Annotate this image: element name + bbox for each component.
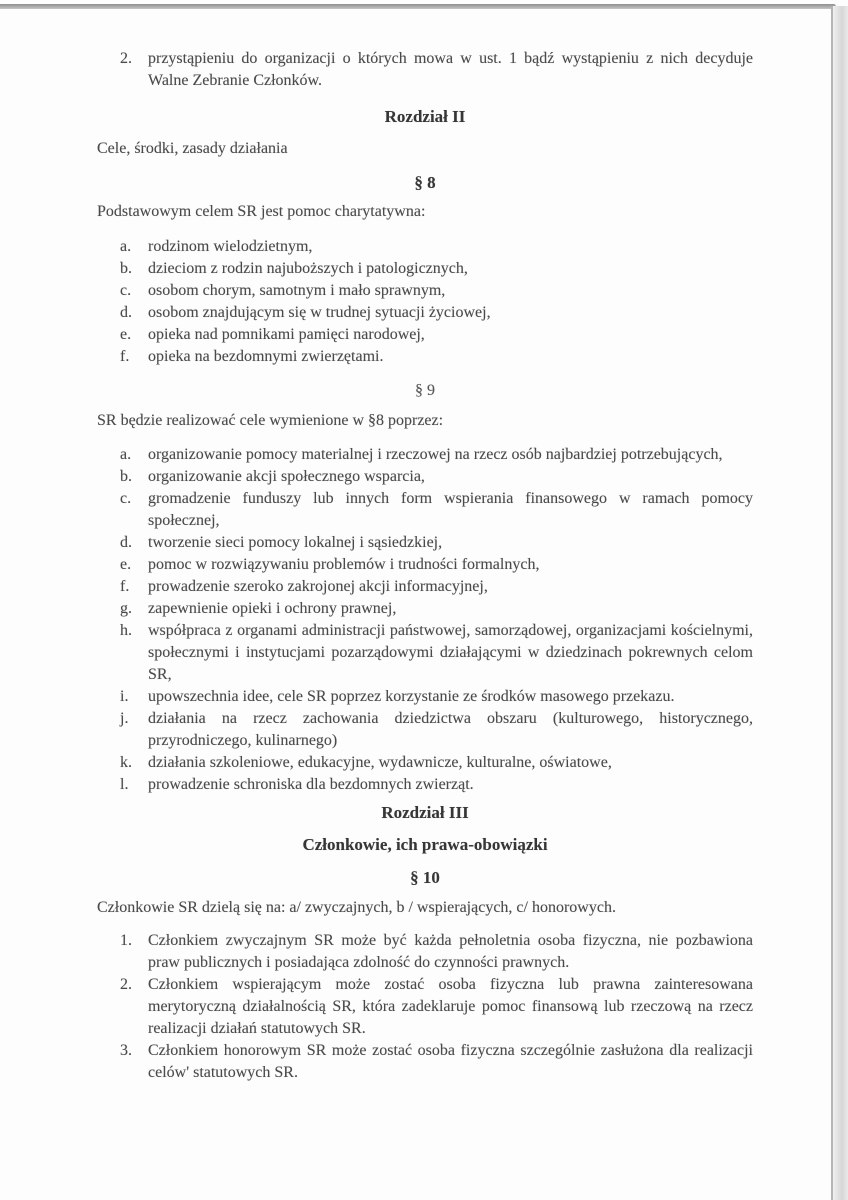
list-item-text: Członkiem zwyczajnym SR może być każda pełnoletnia osoba fizyczna, nie pozbawiona praw publicznych i posiadająca zdolność do czynności prawnych. [148,932,753,971]
list-item [120,974,753,1040]
list-item-marker: e. [120,326,132,343]
list-item-marker: b. [120,468,132,485]
section-10-numbered-list [120,930,753,1084]
list-item-text: opieka nad pomnikami pamięci narodowej, [148,326,425,343]
chapter-2-title: Rozdział II [384,107,466,126]
list-item [120,686,753,708]
list-item-text: organizowanie akcji społecznego wsparcia, [148,468,425,485]
list-item-marker: 2. [120,50,132,67]
section-8-heading: § 8 [414,173,436,192]
list-item-text: dzieciom z rodzin najuboższych i patologicznych, [148,260,468,277]
list-item-text: pomoc w rozwiązywaniu problemów i trudności formalnych, [148,556,540,573]
list-item [120,48,753,92]
list-item-marker: b. [120,260,132,277]
list-item [120,554,753,576]
list-item-text: prowadzenie szeroko zakrojonej akcji informacyjnej, [148,578,488,595]
list-item-marker: e. [120,556,132,573]
list-item-marker: 1. [120,932,132,949]
list-item [120,620,753,686]
list-item-text: Członkiem honorowym SR może zostać osoba fizyczna szczególnie zasłużona dla realizacji celów' statutowych SR. [148,1042,753,1081]
list-item [120,466,753,488]
list-item-text: gromadzenie funduszy lub innych form wspierania finansowego w ramach pomocy społecznej, [148,490,753,529]
list-item-marker: k. [120,754,132,771]
section-8-intro: Podstawowym celem SR jest pomoc charytatywna: [97,203,426,220]
list-item-text: przystąpieniu do organizacji o których mowa w ust. 1 bądź wystąpieniu z nich decyduje Walne Zebranie Członków. [148,50,753,89]
section-8-lettered-list [120,236,753,368]
list-item [120,444,753,466]
list-item-text: tworzenie sieci pomocy lokalnej i sąsiedzkiej, [148,534,443,551]
section-9-heading: § 9 [415,382,435,399]
list-item [120,576,753,598]
list-item-text: organizowanie pomocy materialnej i rzeczowej na rzecz osób najbardziej potrzebujących, [148,446,723,463]
list-item-marker: c. [120,282,132,299]
list-item-text: prowadzenie schroniska dla bezdomnych zwierząt. [148,776,474,793]
list-item [120,488,753,532]
list-item-text: działania na rzecz zachowania dziedzictwa obszaru (kulturowego, historycznego, przyrodniczego, kulinarnego) [148,710,753,749]
list-item-text: osobom znajdującym się w trudnej sytuacji życiowej, [148,304,491,321]
list-item [120,752,753,774]
list-item-marker: l. [120,776,129,793]
list-item [120,532,753,554]
list-item [120,324,753,346]
section-9-intro: SR będzie realizować cele wymienione w §8 poprzez: [97,412,444,429]
list-item-marker: 3. [120,1042,132,1059]
list-item-marker: g. [120,600,132,617]
list-item [120,708,753,752]
list-item-text: współpraca z organami administracji państwowej, samorządowej, organizacjami kościelnymi, społecznymi i instytucjami pozarządowymi działającymi w dziedzinach pokrewnych celom SR, [148,622,753,683]
chapter-3-title: Rozdział III [381,803,469,822]
list-item-marker: f. [120,348,130,365]
chapter-2-subtitle: Cele, środki, zasady działania [97,140,288,157]
list-item [120,302,753,324]
intro-numbered-list [120,48,753,92]
list-item-text: osobom chorym, samotnym i mało sprawnym, [148,282,446,299]
list-item [120,598,753,620]
list-item-marker: c. [120,490,132,507]
list-item-marker: h. [120,622,132,639]
list-item-marker: j. [120,710,129,727]
list-item-marker: d. [120,304,132,321]
chapter-3-subtitle: Członkowie, ich prawa-obowiązki [302,835,548,854]
list-item-text: Członkiem wspierającym może zostać osoba fizyczna lub prawna zainteresowana merytoryczną działalnością SR, która zadeklaruje pomoc finansową lub rzeczową na rzecz realizacji działań statutowych SR. [148,976,753,1037]
list-item [120,280,753,302]
section-10-heading: § 10 [410,868,440,887]
section-9-lettered-list [120,444,753,796]
list-item [120,930,753,974]
list-item-text: rodzinom wielodzietnym, [148,238,313,255]
list-item-text: zapewnienie opieki i ochrony prawnej, [148,600,397,617]
list-item-marker: a. [120,446,132,463]
list-item [120,236,753,258]
list-item-marker: i. [120,688,129,705]
list-item-marker: a. [120,238,132,255]
list-item [120,774,753,796]
list-item [120,258,753,280]
list-item [120,1040,753,1084]
list-item-text: działania szkoleniowe, edukacyjne, wydawnicze, kulturalne, oświatowe, [148,754,612,771]
list-item-marker: f. [120,578,130,595]
list-item-marker: 2. [120,976,132,993]
list-item-text: opieka na bezdomnymi zwierzętami. [148,348,384,365]
list-item [120,346,753,368]
list-item-marker: d. [120,534,132,551]
section-10-intro: Członkowie SR dzielą się na: a/ zwyczajnych, b / wspierających, c/ honorowych. [97,899,616,916]
list-item-text: upowszechnia idee, cele SR poprzez korzystanie ze środków masowego przekazu. [148,688,675,705]
